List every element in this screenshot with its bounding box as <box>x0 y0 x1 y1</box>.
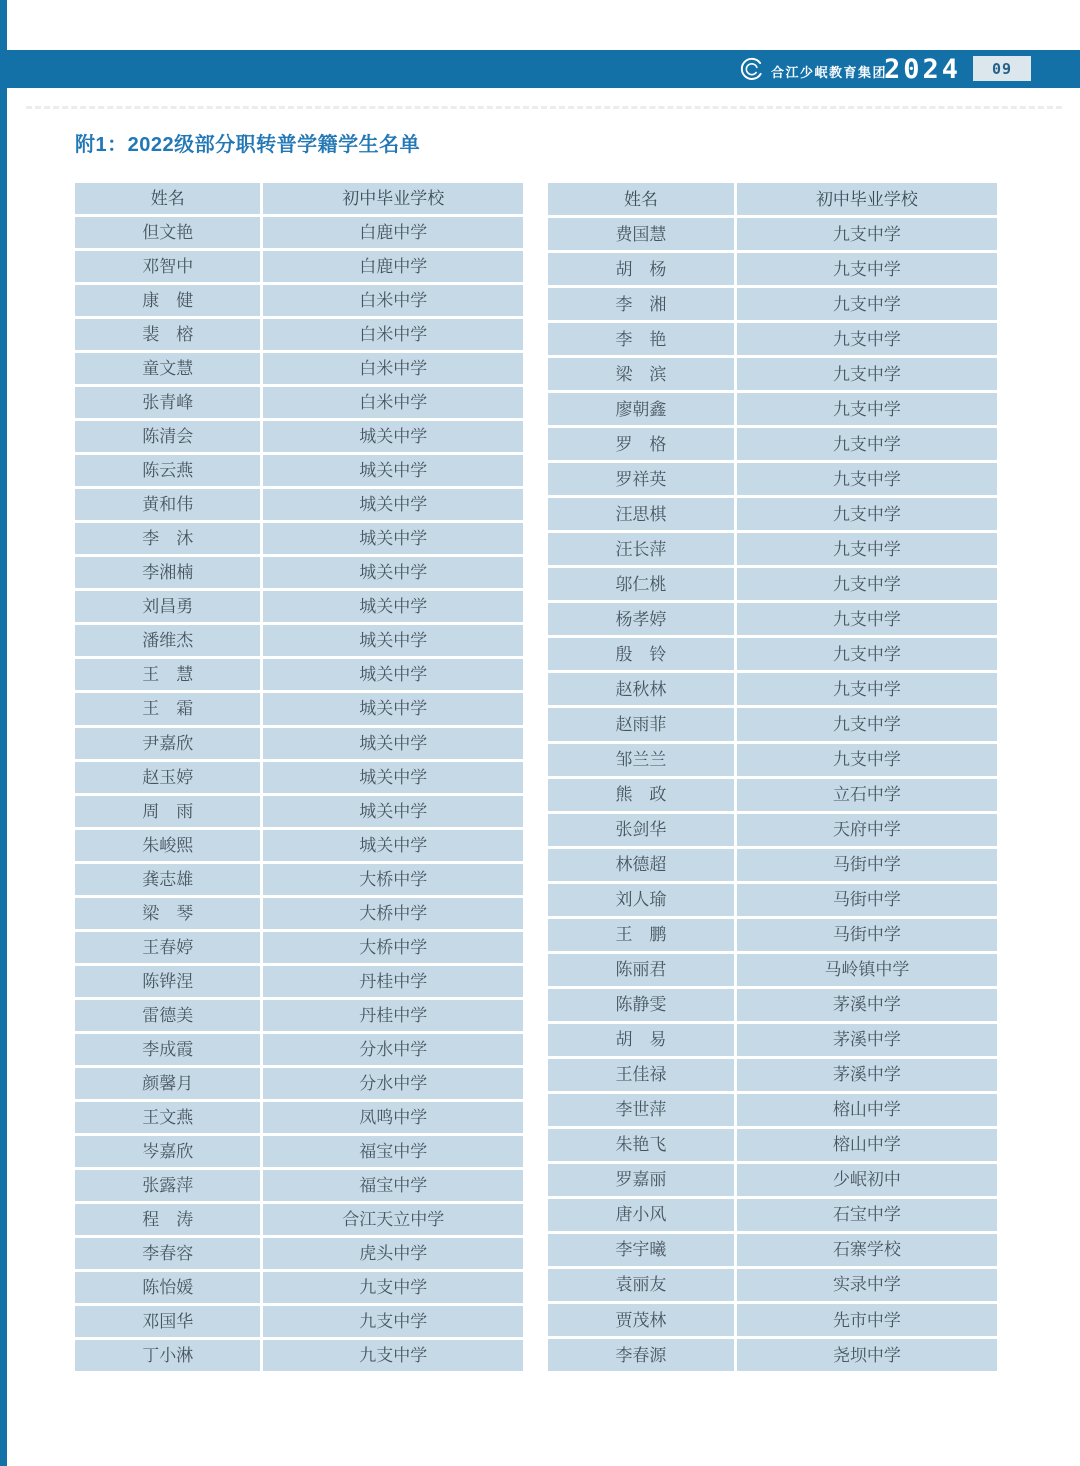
page-number: 09 <box>991 59 1013 78</box>
table-row <box>75 1102 523 1133</box>
table-row <box>548 1234 997 1266</box>
table-row <box>548 989 997 1021</box>
school-cell: 九支中学 <box>737 463 997 495</box>
school-cell: 分水中学 <box>263 1068 523 1099</box>
student-name-cell: 罗嘉丽 <box>548 1164 734 1196</box>
student-name-cell: 熊 政 <box>548 779 734 811</box>
student-name-cell: 胡 杨 <box>548 253 734 285</box>
school-cell: 九支中学 <box>263 1340 523 1371</box>
table-row <box>548 954 997 986</box>
school-column-header: 初中毕业学校 <box>737 183 997 215</box>
school-cell: 城关中学 <box>263 796 523 827</box>
school-cell: 合江天立中学 <box>263 1204 523 1235</box>
school-cell: 城关中学 <box>263 455 523 486</box>
student-name-cell: 林德超 <box>548 849 734 881</box>
table-row <box>548 1199 997 1231</box>
student-name-cell: 丁小淋 <box>75 1340 260 1371</box>
student-name-cell: 李 艳 <box>548 323 734 355</box>
table-row <box>75 796 523 827</box>
school-cell: 立石中学 <box>737 779 997 811</box>
school-cell: 城关中学 <box>263 625 523 656</box>
table-row <box>75 1340 523 1371</box>
school-cell: 九支中学 <box>737 603 997 635</box>
table-row <box>548 218 997 250</box>
brand-name: 合江少岷教育集团 <box>771 65 888 80</box>
school-cell: 榕山中学 <box>737 1094 997 1126</box>
student-name-cell: 陈丽君 <box>548 954 734 986</box>
school-cell: 白米中学 <box>263 319 523 350</box>
table-row <box>75 728 523 759</box>
table-header-row <box>75 183 523 214</box>
left-edge-stripe <box>0 0 7 1466</box>
school-cell: 天府中学 <box>737 814 997 846</box>
table-row <box>75 1272 523 1303</box>
student-name-cell: 张剑华 <box>548 814 734 846</box>
student-name-cell: 李 湘 <box>548 288 734 320</box>
table-row <box>548 1164 997 1196</box>
table-row <box>75 1068 523 1099</box>
school-cell: 九支中学 <box>737 218 997 250</box>
table-row <box>548 779 997 811</box>
student-name-cell: 王 鹏 <box>548 919 734 951</box>
table-row <box>548 428 997 460</box>
student-name-cell: 周 雨 <box>75 796 260 827</box>
school-cell: 九支中学 <box>737 568 997 600</box>
student-name-cell: 尹嘉欣 <box>75 728 260 759</box>
school-cell: 城关中学 <box>263 557 523 588</box>
school-cell: 九支中学 <box>263 1272 523 1303</box>
school-cell: 白米中学 <box>263 285 523 316</box>
school-cell: 石寨学校 <box>737 1234 997 1266</box>
student-name-cell: 龚志雄 <box>75 864 260 895</box>
student-name-cell: 张露萍 <box>75 1170 260 1201</box>
student-name-cell: 李湘楠 <box>75 557 260 588</box>
dashed-divider <box>26 106 1062 109</box>
school-cell: 九支中学 <box>737 253 997 285</box>
school-cell: 九支中学 <box>737 498 997 530</box>
table-row <box>75 557 523 588</box>
student-name-cell: 刘昌勇 <box>75 591 260 622</box>
table-row <box>548 849 997 881</box>
student-name-cell: 赵秋林 <box>548 673 734 705</box>
student-name-cell: 殷 铃 <box>548 638 734 670</box>
table-row <box>548 568 997 600</box>
school-cell: 九支中学 <box>263 1306 523 1337</box>
table-row <box>548 603 997 635</box>
page-number-badge <box>973 56 1031 81</box>
student-name-cell: 雷德美 <box>75 1000 260 1031</box>
student-name-cell: 颜馨月 <box>75 1068 260 1099</box>
student-name-cell: 邹兰兰 <box>548 744 734 776</box>
header-band <box>0 50 1080 88</box>
table-row <box>548 463 997 495</box>
table-row <box>75 1306 523 1337</box>
name-column-header: 姓名 <box>548 183 734 215</box>
table-row <box>75 1000 523 1031</box>
student-name-cell: 汪长萍 <box>548 533 734 565</box>
student-name-cell: 朱艳飞 <box>548 1129 734 1161</box>
table-row <box>548 1059 997 1091</box>
table-row <box>548 638 997 670</box>
student-name-cell: 廖朝鑫 <box>548 393 734 425</box>
table-row <box>75 455 523 486</box>
school-cell: 分水中学 <box>263 1034 523 1065</box>
page-title: 附1：2022级部分职转普学籍学生名单 <box>75 134 421 156</box>
school-cell: 先市中学 <box>737 1304 997 1336</box>
school-cell: 茅溪中学 <box>737 1059 997 1091</box>
table-header-row <box>548 183 997 215</box>
table-row <box>75 217 523 248</box>
school-cell: 马街中学 <box>737 884 997 916</box>
school-cell: 福宝中学 <box>263 1136 523 1167</box>
school-cell: 虎头中学 <box>263 1238 523 1269</box>
student-name-cell: 张青峰 <box>75 387 260 418</box>
student-name-cell: 贾茂林 <box>548 1304 734 1336</box>
school-cell: 城关中学 <box>263 421 523 452</box>
student-name-cell: 潘维杰 <box>75 625 260 656</box>
table-row <box>75 966 523 997</box>
name-column-header: 姓名 <box>75 183 260 214</box>
student-name-cell: 杨孝婷 <box>548 603 734 635</box>
school-cell: 九支中学 <box>737 393 997 425</box>
student-name-cell: 陈怡媛 <box>75 1272 260 1303</box>
student-name-cell: 康 健 <box>75 285 260 316</box>
brand-logo-icon <box>739 56 765 82</box>
table-row <box>548 1129 997 1161</box>
student-name-cell: 李世萍 <box>548 1094 734 1126</box>
school-cell: 城关中学 <box>263 728 523 759</box>
school-cell: 城关中学 <box>263 762 523 793</box>
table-row <box>548 814 997 846</box>
table-row <box>548 533 997 565</box>
student-name-cell: 袁丽友 <box>548 1269 734 1301</box>
school-cell: 城关中学 <box>263 591 523 622</box>
student-name-cell: 梁 琴 <box>75 898 260 929</box>
table-row <box>548 673 997 705</box>
student-name-cell: 胡 易 <box>548 1024 734 1056</box>
table-row <box>548 323 997 355</box>
table-row <box>548 1269 997 1301</box>
year-label: 2024 <box>884 54 962 85</box>
student-name-cell: 梁 滨 <box>548 358 734 390</box>
table-row <box>548 358 997 390</box>
table-row <box>548 288 997 320</box>
student-name-cell: 岑嘉欣 <box>75 1136 260 1167</box>
school-cell: 茅溪中学 <box>737 989 997 1021</box>
table-row <box>75 251 523 282</box>
student-name-cell: 邓国华 <box>75 1306 260 1337</box>
school-cell: 九支中学 <box>737 358 997 390</box>
table-row <box>75 864 523 895</box>
school-cell: 九支中学 <box>737 323 997 355</box>
school-cell: 白米中学 <box>263 353 523 384</box>
table-row <box>75 1170 523 1201</box>
student-name-cell: 邬仁桃 <box>548 568 734 600</box>
school-cell: 大桥中学 <box>263 932 523 963</box>
student-name-cell: 李宇曦 <box>548 1234 734 1266</box>
school-cell: 城关中学 <box>263 489 523 520</box>
table-row <box>548 253 997 285</box>
table-row <box>75 625 523 656</box>
student-name-cell: 陈铧涅 <box>75 966 260 997</box>
student-name-cell: 赵玉婷 <box>75 762 260 793</box>
school-cell: 马街中学 <box>737 849 997 881</box>
student-name-cell: 李成霞 <box>75 1034 260 1065</box>
school-cell: 九支中学 <box>737 708 997 740</box>
student-name-cell: 唐小风 <box>548 1199 734 1231</box>
school-cell: 少岷初中 <box>737 1164 997 1196</box>
table-row <box>75 830 523 861</box>
table-row <box>75 1034 523 1065</box>
table-row <box>548 744 997 776</box>
school-cell: 城关中学 <box>263 830 523 861</box>
student-name-cell: 王文燕 <box>75 1102 260 1133</box>
student-name-cell: 黄和伟 <box>75 489 260 520</box>
student-name-cell: 王佳禄 <box>548 1059 734 1091</box>
school-cell: 丹桂中学 <box>263 966 523 997</box>
table-row <box>548 393 997 425</box>
table-row <box>548 498 997 530</box>
school-cell: 九支中学 <box>737 638 997 670</box>
table-row <box>75 353 523 384</box>
student-table-left <box>75 183 523 1371</box>
student-name-cell: 程 涛 <box>75 1204 260 1235</box>
student-name-cell: 陈静雯 <box>548 989 734 1021</box>
table-row <box>75 285 523 316</box>
school-cell: 九支中学 <box>737 533 997 565</box>
school-cell: 大桥中学 <box>263 898 523 929</box>
student-name-cell: 李春容 <box>75 1238 260 1269</box>
student-name-cell: 费国慧 <box>548 218 734 250</box>
school-cell: 九支中学 <box>737 428 997 460</box>
table-row <box>75 1238 523 1269</box>
student-name-cell: 罗 格 <box>548 428 734 460</box>
student-name-cell: 邓智中 <box>75 251 260 282</box>
school-cell: 福宝中学 <box>263 1170 523 1201</box>
school-cell: 马街中学 <box>737 919 997 951</box>
student-name-cell: 罗祥英 <box>548 463 734 495</box>
table-row <box>548 1304 997 1336</box>
school-cell: 九支中学 <box>737 673 997 705</box>
student-name-cell: 王 慧 <box>75 659 260 690</box>
student-name-cell: 王春婷 <box>75 932 260 963</box>
school-cell: 九支中学 <box>737 288 997 320</box>
student-name-cell: 陈云燕 <box>75 455 260 486</box>
school-cell: 白鹿中学 <box>263 251 523 282</box>
school-cell: 榕山中学 <box>737 1129 997 1161</box>
school-cell: 城关中学 <box>263 523 523 554</box>
school-cell: 城关中学 <box>263 693 523 724</box>
table-row <box>75 421 523 452</box>
school-cell: 凤鸣中学 <box>263 1102 523 1133</box>
student-name-cell: 李春源 <box>548 1339 734 1371</box>
student-name-cell: 刘人瑜 <box>548 884 734 916</box>
table-row <box>75 1204 523 1235</box>
table-row <box>548 919 997 951</box>
student-name-cell: 但文艳 <box>75 217 260 248</box>
table-row <box>75 659 523 690</box>
school-cell: 大桥中学 <box>263 864 523 895</box>
student-name-cell: 王 霜 <box>75 693 260 724</box>
school-cell: 白米中学 <box>263 387 523 418</box>
table-row <box>75 591 523 622</box>
school-cell: 九支中学 <box>737 744 997 776</box>
student-name-cell: 赵雨菲 <box>548 708 734 740</box>
student-name-cell: 童文慧 <box>75 353 260 384</box>
table-row <box>75 762 523 793</box>
school-cell: 白鹿中学 <box>263 217 523 248</box>
student-name-cell: 裴 榕 <box>75 319 260 350</box>
school-cell: 丹桂中学 <box>263 1000 523 1031</box>
school-cell: 尧坝中学 <box>737 1339 997 1371</box>
table-row <box>548 884 997 916</box>
table-row <box>548 1339 997 1371</box>
student-table-right <box>548 183 997 1371</box>
school-cell: 茅溪中学 <box>737 1024 997 1056</box>
table-row <box>75 693 523 724</box>
table-row <box>75 898 523 929</box>
school-cell: 城关中学 <box>263 659 523 690</box>
school-cell: 实录中学 <box>737 1269 997 1301</box>
school-cell: 石宝中学 <box>737 1199 997 1231</box>
student-name-cell: 李 沐 <box>75 523 260 554</box>
student-name-cell: 朱峻熙 <box>75 830 260 861</box>
table-row <box>75 319 523 350</box>
table-row <box>75 523 523 554</box>
student-name-cell: 汪思棋 <box>548 498 734 530</box>
school-cell: 马岭镇中学 <box>737 954 997 986</box>
school-column-header: 初中毕业学校 <box>263 183 523 214</box>
student-name-cell: 陈清会 <box>75 421 260 452</box>
table-row <box>75 387 523 418</box>
table-row <box>75 1136 523 1167</box>
table-row <box>75 489 523 520</box>
table-row <box>548 1024 997 1056</box>
table-row <box>548 1094 997 1126</box>
table-row <box>75 932 523 963</box>
table-row <box>548 708 997 740</box>
